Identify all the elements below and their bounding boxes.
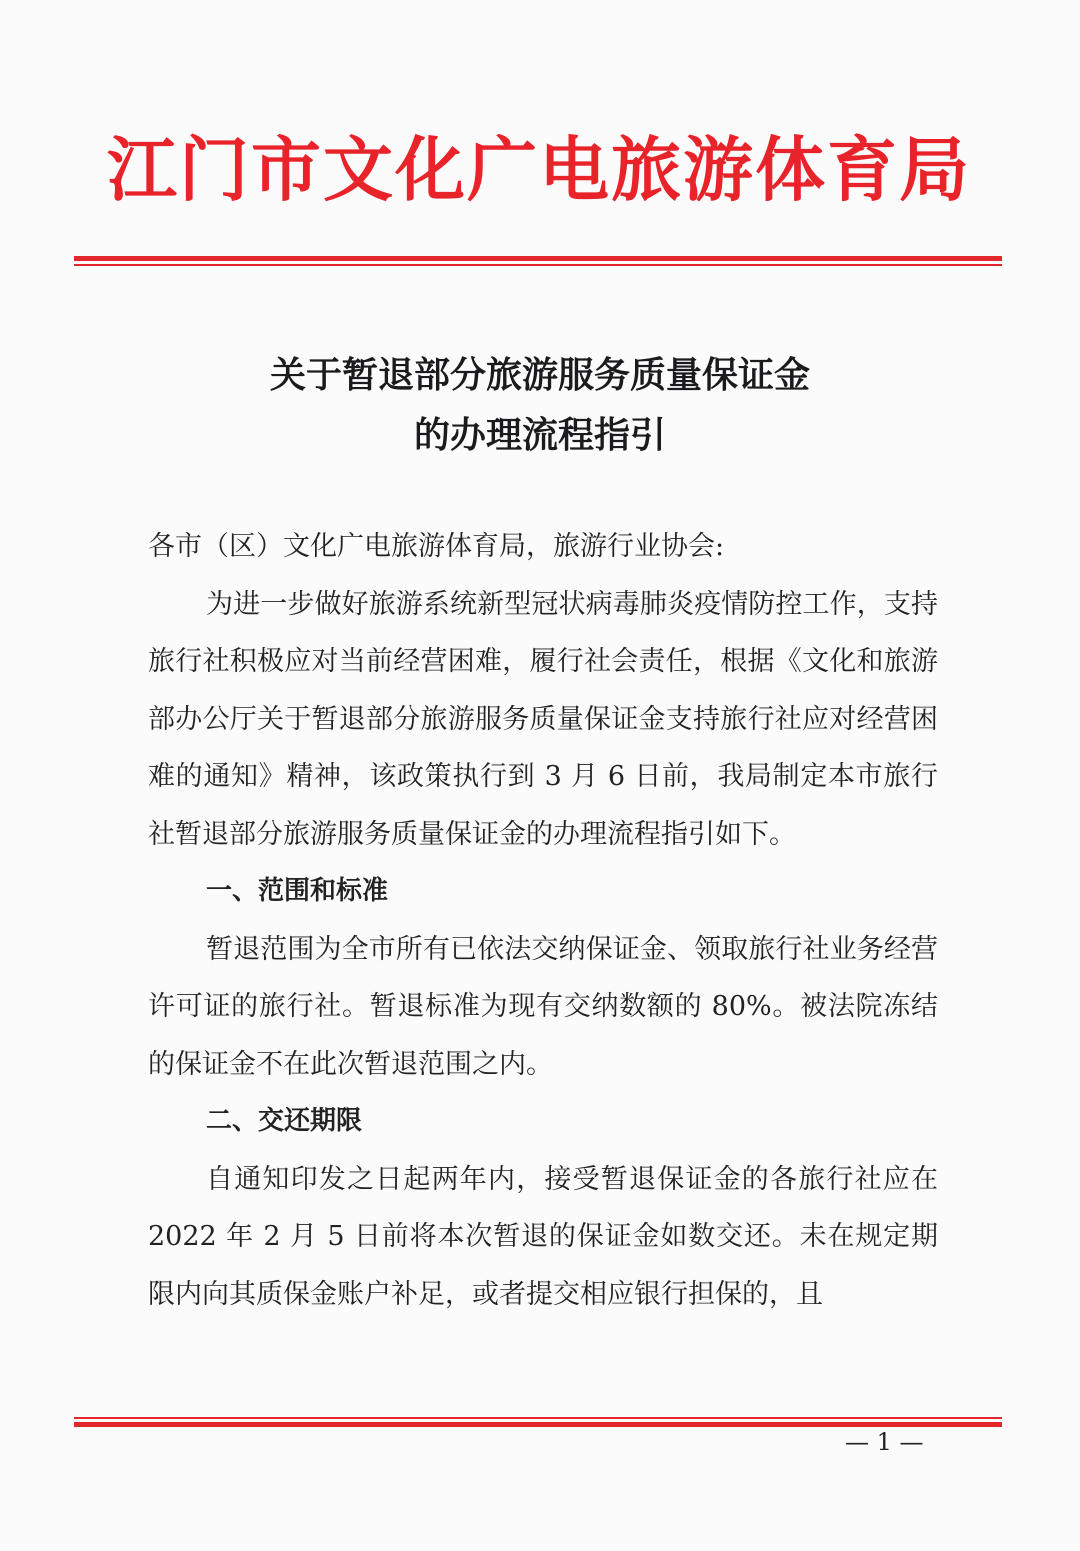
document-body xyxy=(148,518,938,1323)
document-title-line-1: 关于暂退部分旅游服务质量保证金 xyxy=(269,355,810,396)
page-number: — 1 — xyxy=(845,1428,924,1456)
document-title xyxy=(0,346,1080,466)
section-2-heading: 二、交还期限 xyxy=(206,1106,363,1136)
issuing-organization-header: 江门市文化广电旅游体育局 xyxy=(107,128,971,211)
section-2-paragraph: 自通知印发之日起两年内，接受暂退保证金的各旅行社应在 2022 年 2 月 5 日前将本次暂退的保证金如数交还。未在规定期限内向其质保金账户补足，或者提交相应银行担保的，且 xyxy=(148,1163,938,1310)
footer-rule-thick xyxy=(74,1422,1002,1427)
section-1-paragraph: 暂退范围为全市所有已依法交纳保证金、领取旅行社业务经营许可证的旅行社。暂退标准为现有交纳数额的 80%。被法院冻结的保证金不在此次暂退范围之内。 xyxy=(148,933,938,1080)
header-rule-thin xyxy=(74,264,1002,266)
salutation: 各市（区）文化广电旅游体育局，旅游行业协会: xyxy=(148,531,725,562)
intro-paragraph: 为进一步做好旅游系统新型冠状病毒肺炎疫情防控工作，支持旅行社积极应对当前经营困难，履行社会责任，根据《文化和旅游部办公厅关于暂退部分旅游服务质量保证金支持旅行社应对经营困难的通知》精神，该政策执行到 3 月 6 日前，我局制定本市旅行社暂退部分旅游服务质量保证金的办理流程指引如下。 xyxy=(148,588,938,850)
footer-rule-thin xyxy=(74,1417,1002,1419)
header-rule-thick xyxy=(74,256,1002,261)
document-title-line-2: 的办理流程指引 xyxy=(413,415,666,456)
header-red-rule xyxy=(74,256,1002,266)
section-1-heading: 一、范围和标准 xyxy=(206,876,389,906)
footer-red-rule xyxy=(74,1417,1002,1427)
